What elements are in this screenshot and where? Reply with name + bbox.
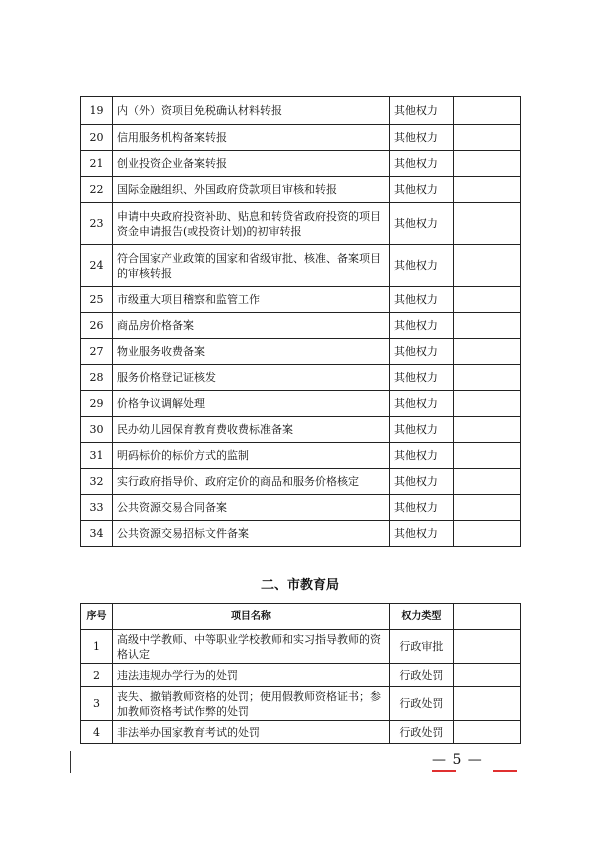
notes-cell <box>453 313 520 339</box>
notes-cell <box>453 664 520 687</box>
row-number: 4 <box>81 721 113 744</box>
power-type: 行政处罚 <box>389 664 453 687</box>
table-row <box>81 203 521 245</box>
margin-mark <box>70 751 71 773</box>
table-row <box>81 417 521 443</box>
item-name: 明码标价的标价方式的监制 <box>112 443 389 469</box>
table-row <box>81 443 521 469</box>
powers-table-2-header <box>81 604 521 630</box>
powers-table-2-body <box>81 630 521 744</box>
row-number: 21 <box>81 151 113 177</box>
notes-cell <box>453 721 520 744</box>
row-number: 28 <box>81 365 113 391</box>
table-row <box>81 365 521 391</box>
table-row <box>81 245 521 287</box>
item-name: 价格争议调解处理 <box>112 391 389 417</box>
table-row <box>81 469 521 495</box>
row-number: 25 <box>81 287 113 313</box>
table-row <box>81 721 521 744</box>
item-name: 内（外）资项目免税确认材料转报 <box>112 97 389 125</box>
notes-cell <box>453 245 520 287</box>
table-row <box>81 287 521 313</box>
power-type: 其他权力 <box>389 521 453 547</box>
power-type: 其他权力 <box>389 469 453 495</box>
row-number: 33 <box>81 495 113 521</box>
notes-cell <box>453 391 520 417</box>
item-name: 创业投资企业备案转报 <box>112 151 389 177</box>
row-number: 29 <box>81 391 113 417</box>
header-row <box>81 604 521 630</box>
row-number: 23 <box>81 203 113 245</box>
item-name: 申请中央政府投资补助、贴息和转贷省政府投资的项目资金申请报告(或投资计划)的初审转报 <box>112 203 389 245</box>
notes-cell <box>453 365 520 391</box>
item-name: 丧失、撤销教师资格的处罚；使用假教师资格证书；参加教师资格考试作弊的处罚 <box>112 687 389 721</box>
table-row <box>81 495 521 521</box>
notes-cell <box>453 469 520 495</box>
power-type: 行政审批 <box>389 630 453 664</box>
table-row <box>81 97 521 125</box>
notes-cell <box>453 151 520 177</box>
table-row <box>81 630 521 664</box>
item-name: 信用服务机构备案转报 <box>112 125 389 151</box>
power-type: 其他权力 <box>389 203 453 245</box>
section-title: 二、市教育局 <box>260 578 339 593</box>
powers-table-1 <box>80 96 521 547</box>
power-type: 其他权力 <box>389 417 453 443</box>
notes-cell <box>453 630 520 664</box>
notes-cell <box>453 495 520 521</box>
table-row <box>81 151 521 177</box>
header-type: 权力类型 <box>389 604 453 630</box>
item-name: 非法举办国家教育考试的处罚 <box>112 721 389 744</box>
notes-cell <box>453 443 520 469</box>
notes-cell <box>453 287 520 313</box>
row-number: 24 <box>81 245 113 287</box>
table-row <box>81 391 521 417</box>
notes-cell <box>453 339 520 365</box>
powers-table-2 <box>80 603 521 744</box>
row-number: 19 <box>81 97 113 125</box>
notes-cell <box>453 687 520 721</box>
power-type: 其他权力 <box>389 313 453 339</box>
item-name: 公共资源交易合同备案 <box>112 495 389 521</box>
item-name: 市级重大项目稽察和监管工作 <box>112 287 389 313</box>
item-name: 服务价格登记证核发 <box>112 365 389 391</box>
row-number: 1 <box>81 630 113 664</box>
row-number: 34 <box>81 521 113 547</box>
power-type: 其他权力 <box>389 365 453 391</box>
header-num: 序号 <box>81 604 113 630</box>
row-number: 31 <box>81 443 113 469</box>
item-name: 公共资源交易招标文件备案 <box>112 521 389 547</box>
item-name: 民办幼儿园保育教育费收费标准备案 <box>112 417 389 443</box>
notes-cell <box>453 203 520 245</box>
row-number: 3 <box>81 687 113 721</box>
row-number: 2 <box>81 664 113 687</box>
power-type: 行政处罚 <box>389 687 453 721</box>
table-row <box>81 521 521 547</box>
header-blank <box>453 604 520 630</box>
table-row <box>81 687 521 721</box>
item-name: 物业服务收费备案 <box>112 339 389 365</box>
notes-cell <box>453 521 520 547</box>
row-number: 20 <box>81 125 113 151</box>
row-number: 32 <box>81 469 113 495</box>
table-row <box>81 313 521 339</box>
power-type: 其他权力 <box>389 287 453 313</box>
powers-table-1-body <box>81 97 521 547</box>
table-row <box>81 177 521 203</box>
page-number: — 5 — <box>432 752 483 768</box>
table-row <box>81 664 521 687</box>
row-number: 27 <box>81 339 113 365</box>
notes-cell <box>453 125 520 151</box>
item-name: 国际金融组织、外国政府贷款项目审核和转报 <box>112 177 389 203</box>
table-row <box>81 339 521 365</box>
power-type: 其他权力 <box>389 391 453 417</box>
notes-cell <box>453 417 520 443</box>
item-name: 符合国家产业政策的国家和省级审批、核准、备案项目的审核转报 <box>112 245 389 287</box>
header-name: 项目名称 <box>112 604 389 630</box>
power-type: 其他权力 <box>389 339 453 365</box>
page-underline-left <box>432 770 456 772</box>
page-underline-right <box>493 770 517 772</box>
table-row <box>81 125 521 151</box>
power-type: 行政处罚 <box>389 721 453 744</box>
power-type: 其他权力 <box>389 245 453 287</box>
power-type: 其他权力 <box>389 151 453 177</box>
item-name: 违法违规办学行为的处罚 <box>112 664 389 687</box>
item-name: 商品房价格备案 <box>112 313 389 339</box>
power-type: 其他权力 <box>389 97 453 125</box>
power-type: 其他权力 <box>389 125 453 151</box>
power-type: 其他权力 <box>389 443 453 469</box>
item-name: 高级中学教师、中等职业学校教师和实习指导教师的资格认定 <box>112 630 389 664</box>
power-type: 其他权力 <box>389 495 453 521</box>
power-type: 其他权力 <box>389 177 453 203</box>
row-number: 30 <box>81 417 113 443</box>
notes-cell <box>453 177 520 203</box>
item-name: 实行政府指导价、政府定价的商品和服务价格核定 <box>112 469 389 495</box>
row-number: 26 <box>81 313 113 339</box>
row-number: 22 <box>81 177 113 203</box>
notes-cell <box>453 97 520 125</box>
